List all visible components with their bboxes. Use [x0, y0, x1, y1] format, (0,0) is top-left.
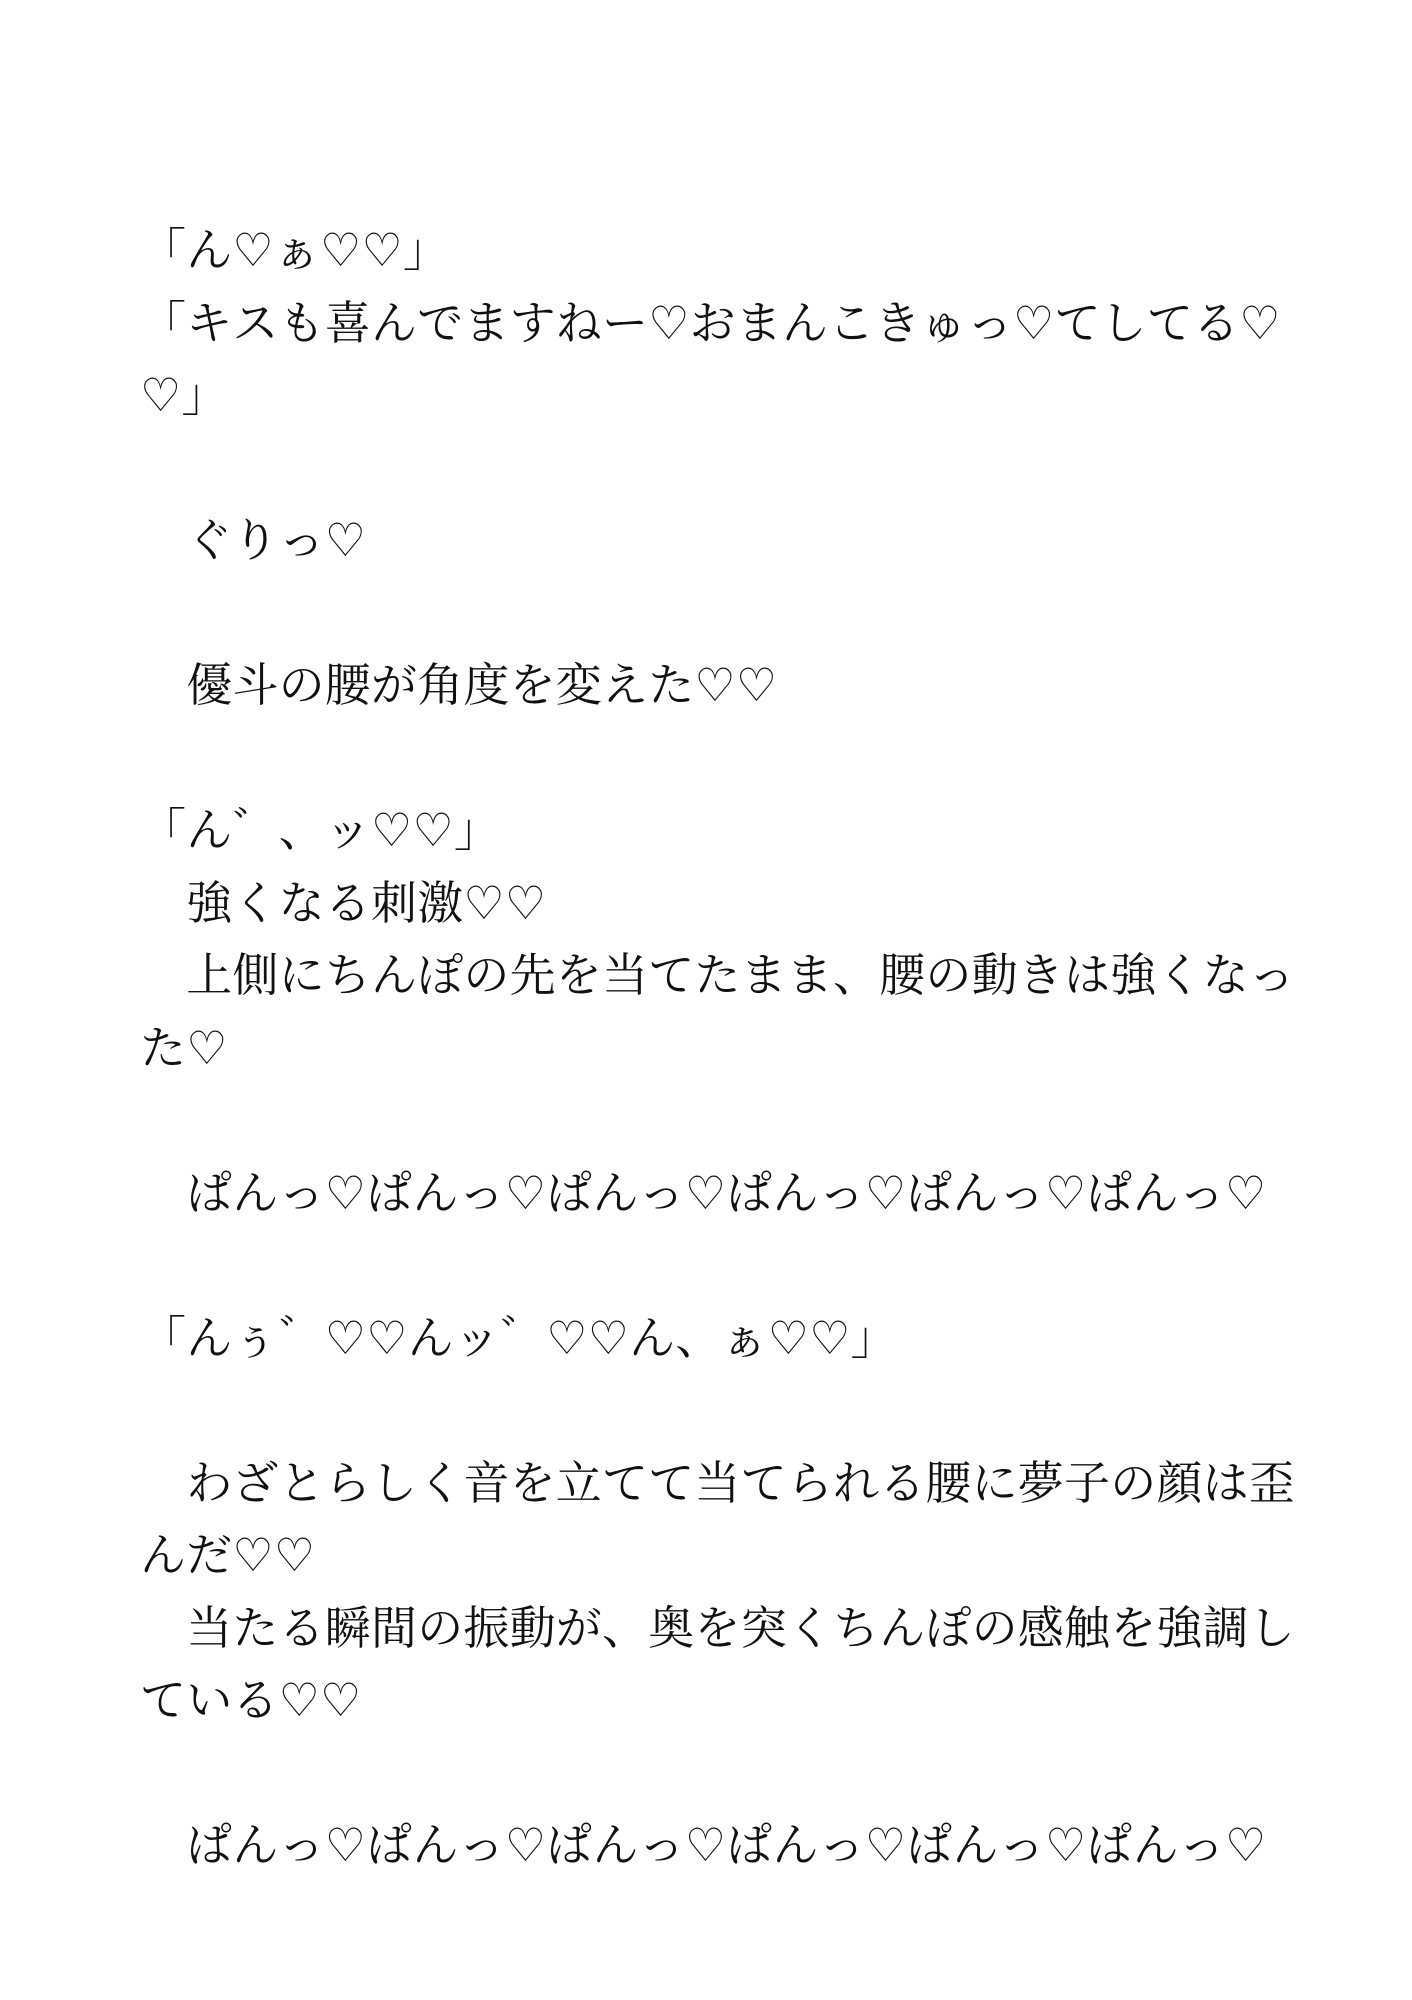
text-line: 当たる瞬間の振動が、奥を突くちんぽの感触を強調し	[140, 1601, 1295, 1654]
text-line	[140, 1084, 1300, 1157]
text-line: 「ん゛、ッ♡♡」	[140, 804, 501, 856]
text-line	[140, 1229, 1300, 1302]
text-line: 「んぅ゛♡♡んッ゛♡♡ん、ぁ♡♡」	[140, 1311, 897, 1364]
text-line: 「ん♡ぁ♡♡」	[140, 224, 450, 276]
novel-text-page	[140, 214, 1300, 1882]
text-line: 上側にちんぽの先を当てたまま、腰の動きは強くなっ	[140, 949, 1296, 1001]
text-line: た♡	[140, 1021, 228, 1074]
text-line: ぱんっ♡ぱんっ♡ぱんっ♡ぱんっ♡ぱんっ♡ぱんっ♡	[140, 1166, 1267, 1219]
text-line: ている♡♡	[140, 1674, 362, 1726]
text-line: 優斗の腰が角度を変えた♡♡	[140, 659, 778, 711]
text-line: 強くなる刺激♡♡	[140, 876, 547, 929]
text-line: わざとらしく音を立てて当てられる腰に夢子の顔は歪	[140, 1456, 1295, 1509]
text-line	[140, 1737, 1300, 1810]
text-line	[140, 1374, 1300, 1447]
text-line: ♡」	[140, 369, 228, 421]
text-line: んだ♡♡	[140, 1529, 316, 1581]
text-line: ぐりっ♡	[140, 514, 367, 566]
text-line: 「キスも喜んでますねー♡おまんこきゅっ♡てしてる♡	[140, 296, 1281, 349]
text-line	[140, 577, 1300, 650]
text-line	[140, 432, 1300, 505]
text-line	[140, 722, 1300, 795]
text-line: ぱんっ♡ぱんっ♡ぱんっ♡ぱんっ♡ぱんっ♡ぱんっ♡	[140, 1819, 1267, 1871]
text-lines-container	[140, 214, 1300, 1882]
